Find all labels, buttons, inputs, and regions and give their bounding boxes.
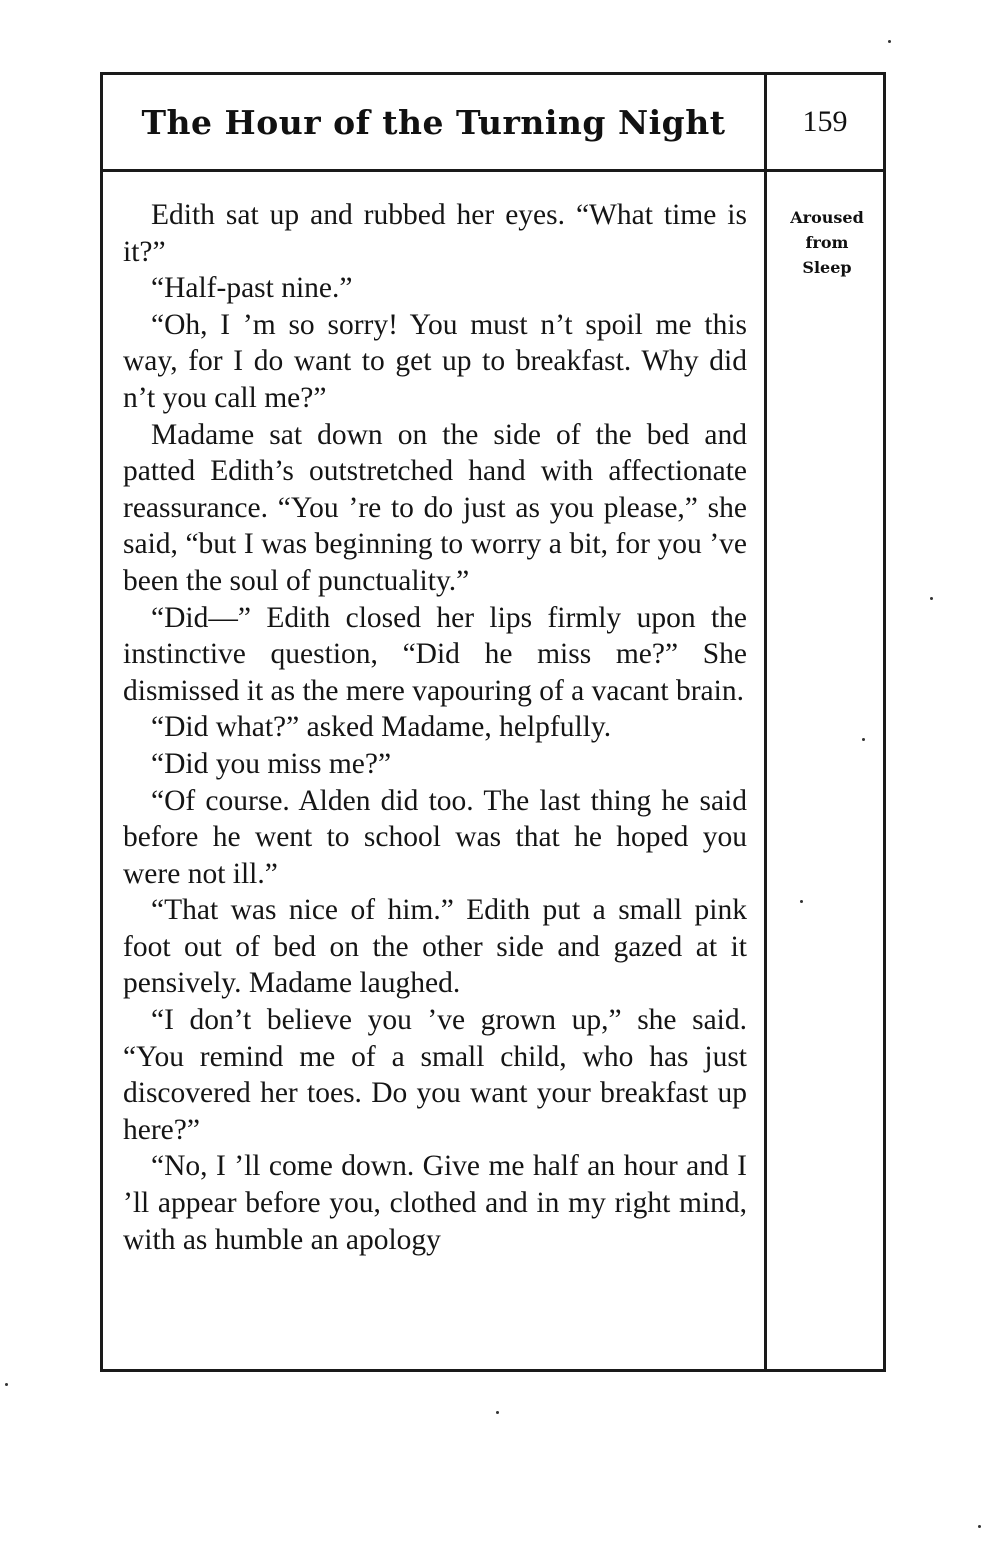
marginal-note-line: Sleep [802,258,852,277]
scan-speck [800,900,803,903]
scan-speck [888,40,891,43]
page-number: 159 [802,105,848,138]
paragraph: “I don’t believe you ’ve grown up,” she said. “You remind me of a small child, who has just discovered her toes. Do you want your breakfast up here?” [123,1004,747,1146]
scan-speck [496,1411,499,1414]
paragraph: “That was nice of him.” Edith put a small pink foot out of bed on the other side and gazed at it pensively. Madame laughed. [123,894,747,1000]
paragraph: “Did—” Edith closed her lips firmly upon the instinctive question, “Did he miss me?” She dismissed it as the mere vapouring of a vacant brain. [123,601,747,707]
scan-speck [930,597,933,600]
paragraph: “Of course. Alden did too. The last thing he said before he went to school was that he hoped you were not ill.” [123,784,747,890]
marginal-note-line: from [805,233,849,252]
page-frame [100,72,886,1372]
running-title: The Hour of the Turning Night [141,102,726,142]
paragraph: Edith sat up and rubbed her eyes. “What time is it?” [123,199,747,268]
paragraph: “Did what?” asked Madame, helpfully. [151,711,612,744]
margin-column-rule [764,75,767,1369]
paragraph: “No, I ’ll come down. Give me half an hour and I ’ll appear before you, clothed and in my right mind, with as humble an apology [123,1150,747,1256]
scan-speck [978,1525,981,1528]
marginal-note [772,205,882,280]
paragraph: “Did you miss me?” [151,747,392,780]
paragraph: “Oh, I ’m so sorry! You must n’t spoil me this way, for I do want to get up to breakfast. Why did n’t you call me?” [123,308,747,414]
marginal-note-line: Aroused [790,208,864,227]
scan-speck [5,1383,8,1386]
paragraph: Madame sat down on the side of the bed and patted Edith’s outstretched hand with affectionate reassurance. “You ’re to do just as you please,” she said, “but I was beginning to worry a bit, for you ’ve been the soul of punctuality.” [123,418,747,597]
body-text [123,197,747,1258]
scan-speck [862,738,865,741]
paragraph: “Half-past nine.” [151,272,353,305]
